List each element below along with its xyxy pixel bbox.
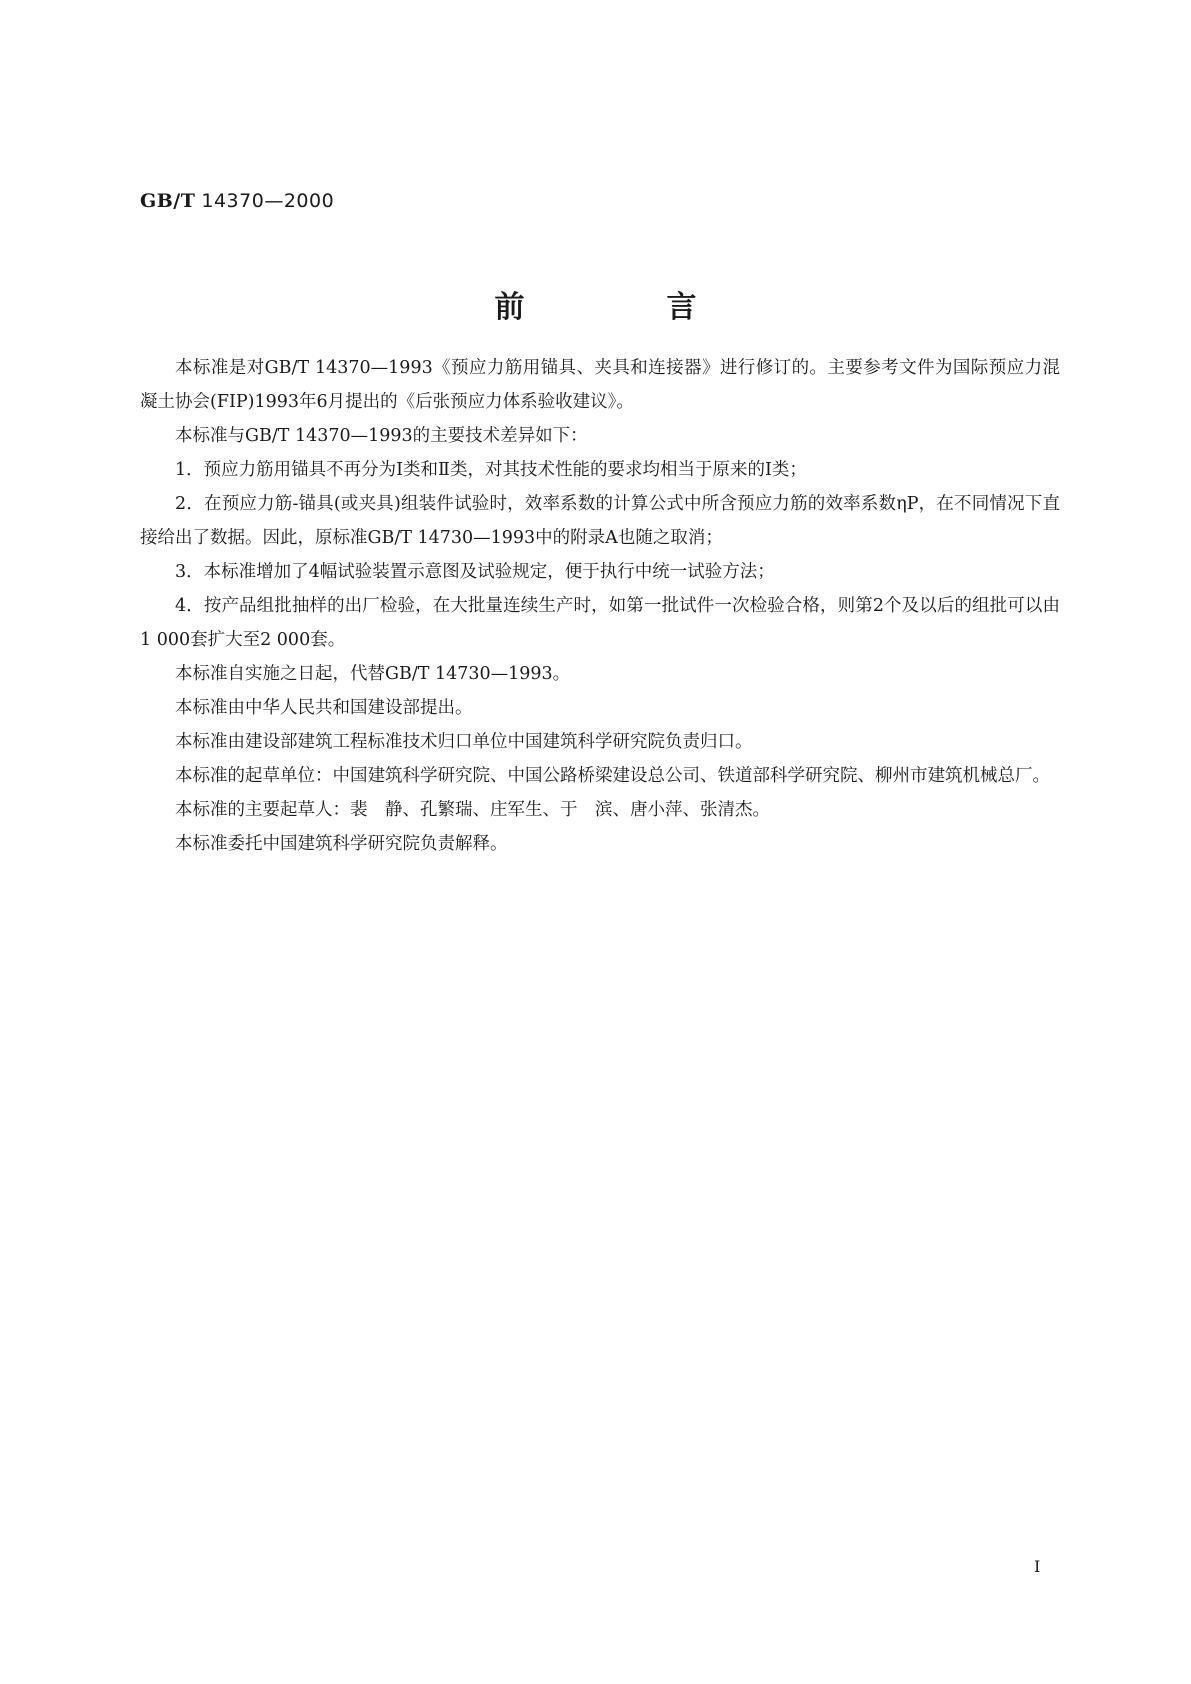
list-item: 2．在预应力筋-锚具(或夹具)组装件试验时，效率系数的计算公式中所含预应力筋的效率系数ηP，在不同情况下直接给出了数据。因此，原标准GB/T 14730—1993中的附录A也随之取消； (140, 494, 1060, 548)
standard-code (140, 190, 334, 212)
list-item: 4．按产品组批抽样的出厂检验，在大批量连续生产时，如第一批试件一次检验合格，则第2个及以后的组批可以由1 000套扩大至2 000套。 (140, 596, 1060, 650)
standard-code-number: 14370—2000 (201, 190, 335, 212)
page-number: Ⅰ (1034, 1557, 1041, 1576)
paragraph: 本标准与GB/T 14370—1993的主要技术差异如下： (175, 426, 588, 446)
paragraph: 本标准委托中国建筑科学研究院负责解释。 (175, 834, 508, 854)
paragraph: 本标准由中华人民共和国建设部提出。 (175, 698, 473, 718)
foreword-body (140, 351, 1060, 861)
paragraph: 本标准由建设部建筑工程标准技术归口单位中国建筑科学研究院负责归口。 (175, 732, 753, 752)
paragraph: 本标准的起草单位：中国建筑科学研究院、中国公路桥梁建设总公司、铁道部科学研究院、柳州市建筑机械总厂。 (175, 766, 1050, 786)
list-item: 3．本标准增加了4幅试验装置示意图及试验规定，便于执行中统一试验方法； (175, 562, 775, 582)
paragraph: 本标准自实施之日起，代替GB/T 14730—1993。 (175, 664, 571, 684)
list-item: 1．预应力筋用锚具不再分为Ⅰ类和Ⅱ类，对其技术性能的要求均相当于原来的Ⅰ类； (175, 460, 807, 480)
page-title: 前 言 (494, 290, 753, 325)
paragraph: 本标准的主要起草人：裴 静、孔繁瑞、庄军生、于 滨、唐小萍、张清杰。 (175, 800, 770, 820)
standard-code-prefix: GB/T (140, 190, 196, 212)
paragraph: 本标准是对GB/T 14370—1993《预应力筋用锚具、夹具和连接器》进行修订的。主要参考文件为国际预应力混凝土协会(FIP)1993年6月提出的《后张预应力体系验收建议》。 (140, 358, 1060, 412)
